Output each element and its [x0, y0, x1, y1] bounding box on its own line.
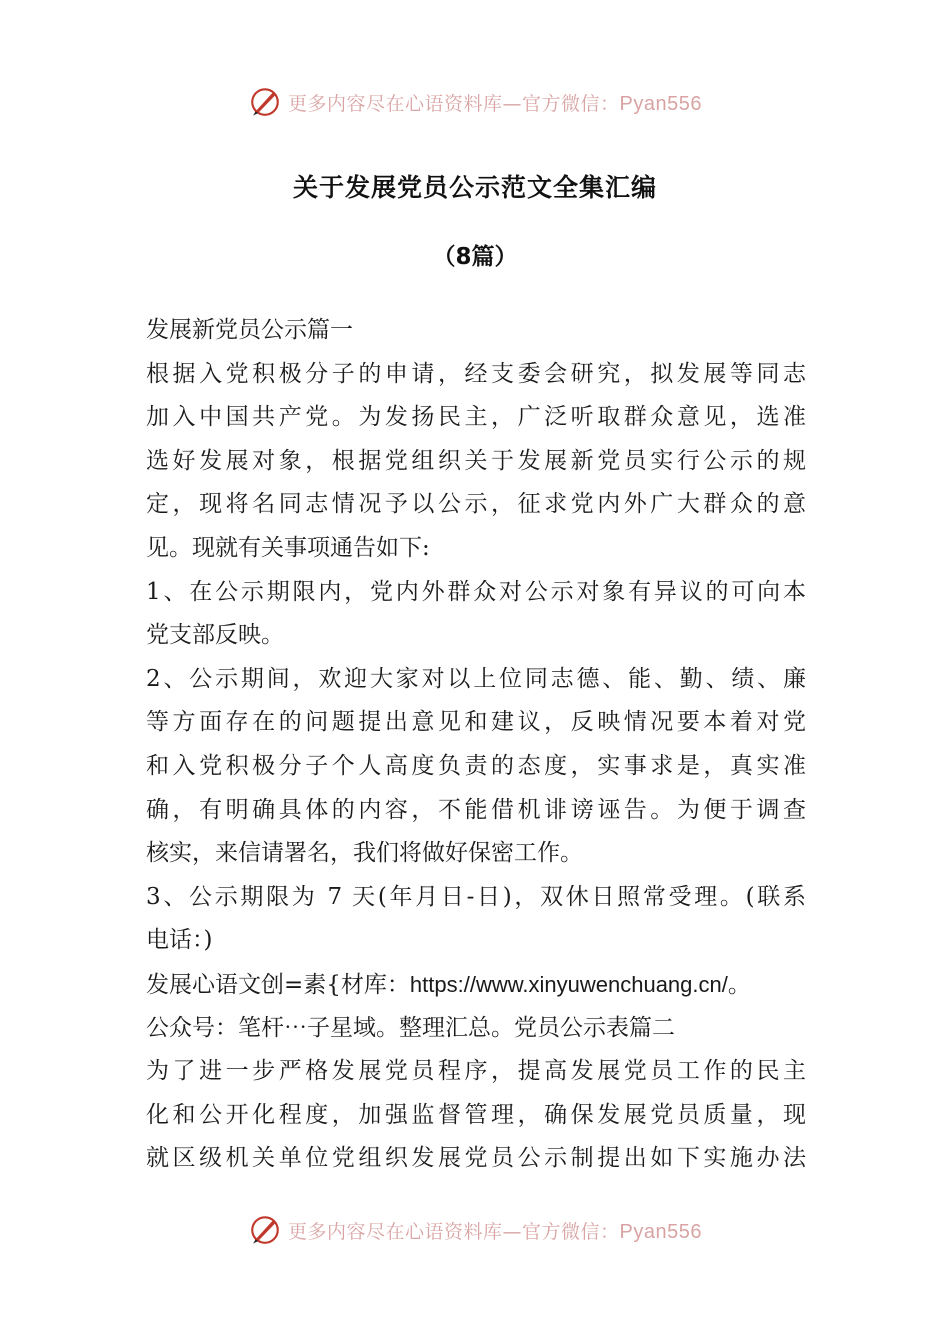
text-line: 2、公示期间，欢迎大家对以上位同志德、能、勤、绩、廉 — [146, 665, 806, 692]
text-line: 化和公开化程度，加强监督管理，确保发展党员质量，现 — [146, 1101, 806, 1128]
text-line: 电话：) — [146, 927, 213, 954]
header-banner — [0, 82, 950, 122]
text-line: 发展新党员公示篇一 — [146, 317, 353, 343]
document-title: 关于发展党员公示范文全集汇编 — [292, 173, 657, 202]
source-line: 发展心语文创=素{材库：https://www.xinyuwenchuang.cn/。 — [146, 971, 751, 998]
text-line: 公众号：笔杆⋯子星域。整理汇总。党员公示表篇二 — [146, 1014, 675, 1041]
text-line: 核实，来信请署名，我们将做好保密工作。 — [146, 840, 583, 867]
text-line: 就区级机关单位党组织发展党员公示制提出如下实施办法 — [146, 1145, 806, 1172]
source-url: https://www.xinyuwenchuang.cn/ — [409, 971, 728, 997]
text-line: 为了进一步严格发展党员程序，提高发展党员工作的民主 — [146, 1058, 806, 1085]
text-line: 定，现将名同志情况予以公示，征求党内外广大群众的意 — [146, 491, 806, 518]
document-body — [146, 309, 806, 1181]
paragraph-block-2 — [146, 1007, 806, 1181]
text-line: 1、在公示期限内，党内外群众对公示对象有异议的可向本 — [146, 578, 806, 605]
paragraph-block-1 — [146, 309, 806, 963]
text-line: 确，有明确具体的内容，不能借机诽谤诬告。为便于调查 — [146, 796, 806, 823]
banner-text: 更多内容尽在心语资料库—官方微信：Pyan556 — [288, 1220, 702, 1243]
text-line: 选好发展对象，根据党组织关于发展新党员实行公示的规 — [146, 447, 806, 474]
text-line: 等方面存在的问题提出意见和建议，反映情况要本着对党 — [146, 709, 806, 736]
text-line: 根据入党积极分子的申请，经支委会研究，拟发展等同志 — [146, 360, 806, 387]
text-line: 加入中国共产党。为发扬民主，广泛听取群众意见，选准 — [146, 404, 806, 431]
quill-pen-logo-icon — [248, 1213, 282, 1247]
banner-text: 更多内容尽在心语资料库—官方微信：Pyan556 — [288, 92, 702, 115]
document-subtitle: （8篇） — [432, 244, 518, 270]
footer-banner — [0, 1210, 950, 1250]
quill-pen-logo-icon — [248, 85, 282, 119]
text-line: 党支部反映。 — [146, 622, 284, 649]
text-line: 和入党积极分子个人高度负责的态度，实事求是，真实准 — [146, 752, 806, 779]
text-line: 见。现就有关事项通告如下: — [146, 534, 430, 561]
text-line: 3、公示期限为 7 天(年月日-日)，双休日照常受理。(联系 — [146, 883, 806, 910]
